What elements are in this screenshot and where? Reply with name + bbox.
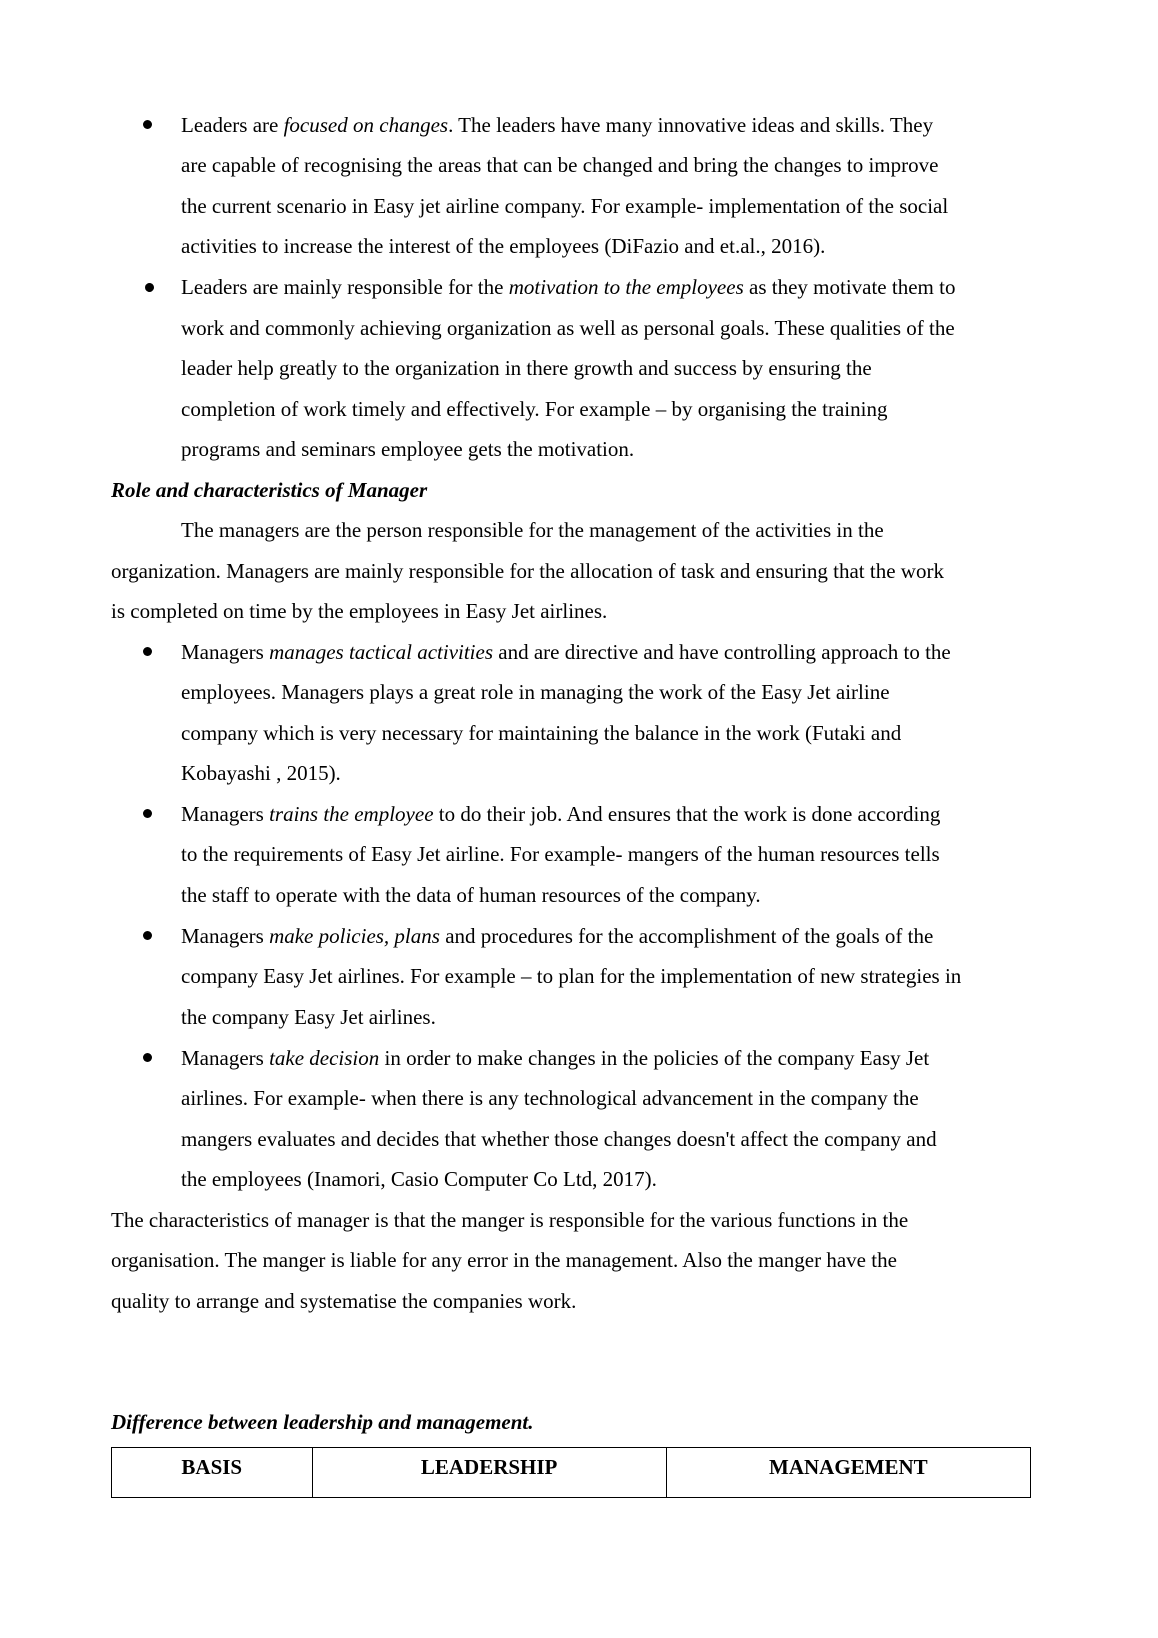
text-line: company Easy Jet airlines. For example – to plan for the implementation of new strategies in <box>181 964 962 988</box>
text-line: organisation. The manger is liable for any error in the management. Also the manger have the <box>111 1248 897 1272</box>
text-line: airlines. For example- when there is any technological advancement in the company the <box>181 1086 919 1110</box>
text-line: Kobayashi , 2015). <box>181 761 341 785</box>
text-line: the employees (Inamori, Casio Computer Co Ltd, 2017). <box>181 1167 657 1191</box>
text-line: the company Easy Jet airlines. <box>181 1005 436 1029</box>
text-line: the staff to operate with the data of human resources of the company. <box>181 883 761 907</box>
bullet-icon <box>143 281 155 293</box>
text-line: leader help greatly to the organization in there growth and success by ensuring the <box>181 356 872 380</box>
text-line: is completed on time by the employees in Easy Jet airlines. <box>111 599 608 623</box>
text-line: mangers evaluates and decides that whether those changes doesn't affect the company and <box>181 1127 937 1151</box>
text-line: Managers trains the employee to do their job. And ensures that the work is done according <box>181 802 941 826</box>
text-line: Managers manages tactical activities and are directive and have controlling approach to the <box>181 640 951 664</box>
text-line: The managers are the person responsible for the management of the activities in the <box>181 518 884 542</box>
table-header-row <box>112 1448 1031 1498</box>
section-heading-difference: Difference between leadership and management. <box>111 1410 534 1434</box>
text-line: the current scenario in Easy jet airline company. For example- implementation of the social <box>181 194 949 218</box>
text-line: Managers make policies, plans and procedures for the accomplishment of the goals of the <box>181 924 934 948</box>
text-line: Leaders are focused on changes. The leaders have many innovative ideas and skills. They <box>181 113 934 137</box>
table-header-management: MANAGEMENT <box>666 1448 1030 1498</box>
table-header-leadership: LEADERSHIP <box>312 1448 666 1498</box>
text-line: employees. Managers plays a great role in managing the work of the Easy Jet airline <box>181 680 890 704</box>
text-line: quality to arrange and systematise the companies work. <box>111 1289 577 1313</box>
text-line: activities to increase the interest of the employees (DiFazio and et.al., 2016). <box>181 234 826 258</box>
difference-table <box>111 1447 1031 1498</box>
text-line: to the requirements of Easy Jet airline. For example- mangers of the human resources tells <box>181 842 940 866</box>
text-line: Leaders are mainly responsible for the motivation to the employees as they motivate them to <box>181 275 956 299</box>
text-line: The characteristics of manager is that the manger is responsible for the various functions in the <box>111 1208 909 1232</box>
text-line: programs and seminars employee gets the motivation. <box>181 437 635 461</box>
text-line: Managers take decision in order to make changes in the policies of the company Easy Jet <box>181 1046 930 1070</box>
bullet-icon <box>143 120 152 129</box>
text-line: work and commonly achieving organization as well as personal goals. These qualities of the <box>181 316 955 340</box>
text-line: are capable of recognising the areas that can be changed and bring the changes to improve <box>181 153 939 177</box>
bullet-icon <box>143 809 152 818</box>
text-line: completion of work timely and effectively. For example – by organising the training <box>181 397 888 421</box>
bullet-icon <box>143 647 152 656</box>
table-header-basis: BASIS <box>112 1448 313 1498</box>
text-line: organization. Managers are mainly responsible for the allocation of task and ensuring that the work <box>111 559 944 583</box>
bullet-icon <box>143 931 152 940</box>
section-heading-manager: Role and characteristics of Manager <box>111 478 428 502</box>
text-line: company which is very necessary for maintaining the balance in the work (Futaki and <box>181 721 902 745</box>
bullet-icon <box>143 1053 152 1062</box>
